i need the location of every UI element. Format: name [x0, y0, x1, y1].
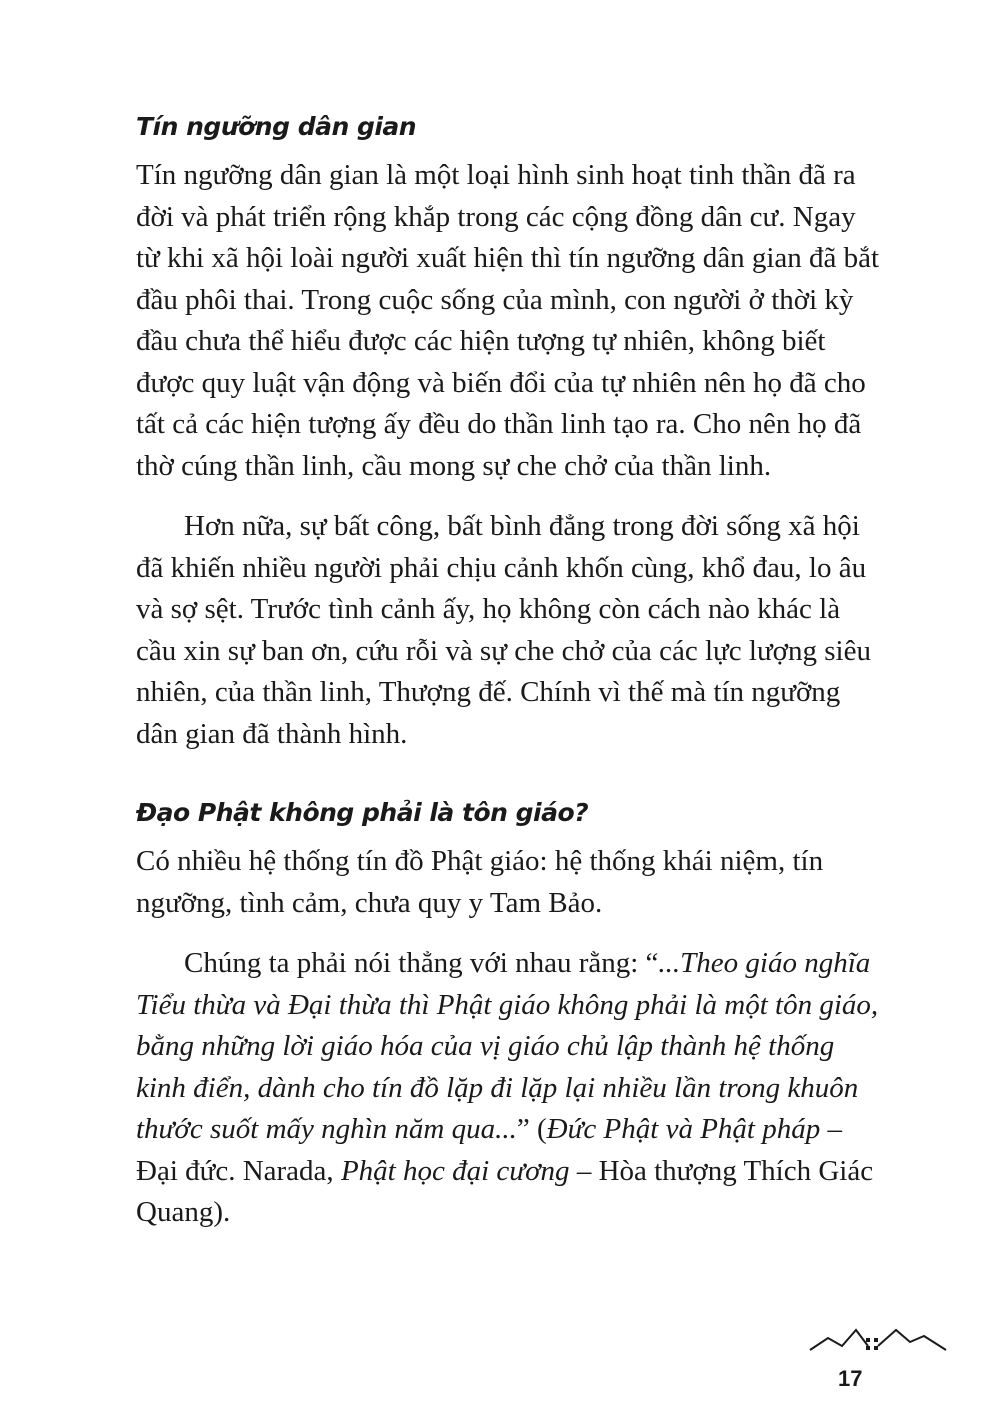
section-heading-buddhism: Đạo Phật không phải là tôn giáo? — [136, 798, 589, 827]
page-number: 17 — [838, 1366, 863, 1391]
house-roof-ornament-icon — [808, 1320, 948, 1360]
source-author: – Đại đức. Narada, — [136, 1113, 842, 1187]
source-author: – Hòa thượng Thích Giác Quang). — [136, 1154, 874, 1228]
source-title: Đức Phật và Phật pháp — [546, 1113, 821, 1145]
quote-close-text: ” ( — [516, 1113, 547, 1145]
quote-lead-text: Chúng ta phải nói thẳng với nhau rằng: “ — [184, 947, 659, 979]
paragraph: Hơn nữa, sự bất công, bất bình đẳng trong đời sống xã hội đã khiến nhiều người phải chịu cảnh khốn cùng, khổ đau, lo âu và sợ sệt. Trước tình cảnh ấy, họ không còn cách nào khác là cầu xin sự ban ơn, cứu rỗi và sự che chở của các lực lượng siêu nhiên, của thần linh, Thượng đế. Chính vì thế mà tín ngưỡng dân gian đã thành hình. — [136, 510, 871, 750]
paragraph-with-quote — [136, 943, 886, 1234]
page-content — [136, 112, 886, 1253]
paragraph: Tín ngưỡng dân gian là một loại hình sinh hoạt tinh thần đã ra đời và phát triển rộng khắp trong các cộng đồng dân cư. Ngay từ khi xã hội loài người xuất hiện thì tín ngưỡng dân gian đã bắt đầu phôi thai. Trong cuộc sống của mình, con người ở thời kỳ đầu chưa thể hiểu được các hiện tượng tự nhiên, không biết được quy luật vận động và biến đổi của tự nhiên nên họ đã cho tất cả các hiện tượng ấy đều do thần linh tạo ra. Cho nên họ đã thờ cúng thần linh, cầu mong sự che chở của thần linh. — [136, 159, 880, 482]
section-gap — [136, 774, 886, 798]
paragraph: Có nhiều hệ thống tín đồ Phật giáo: hệ thống khái niệm, tín ngưỡng, tình cảm, chưa quy y Tam Bảo. — [136, 845, 824, 919]
quoted-text: ...Theo giáo nghĩa Tiểu thừa và Đại thừa thì Phật giáo không phải là một tôn giáo, bằng những lời giáo hóa của vị giáo chủ lập thành hệ thống kinh điển, dành cho tín đồ lặp đi lặp lại nhiều lần trong khuôn thước suốt mấy nghìn năm qua... — [136, 947, 879, 1145]
source-title: Phật học đại cương — [340, 1154, 570, 1187]
section-heading-folk-belief: Tín ngưỡng dân gian — [136, 112, 417, 141]
